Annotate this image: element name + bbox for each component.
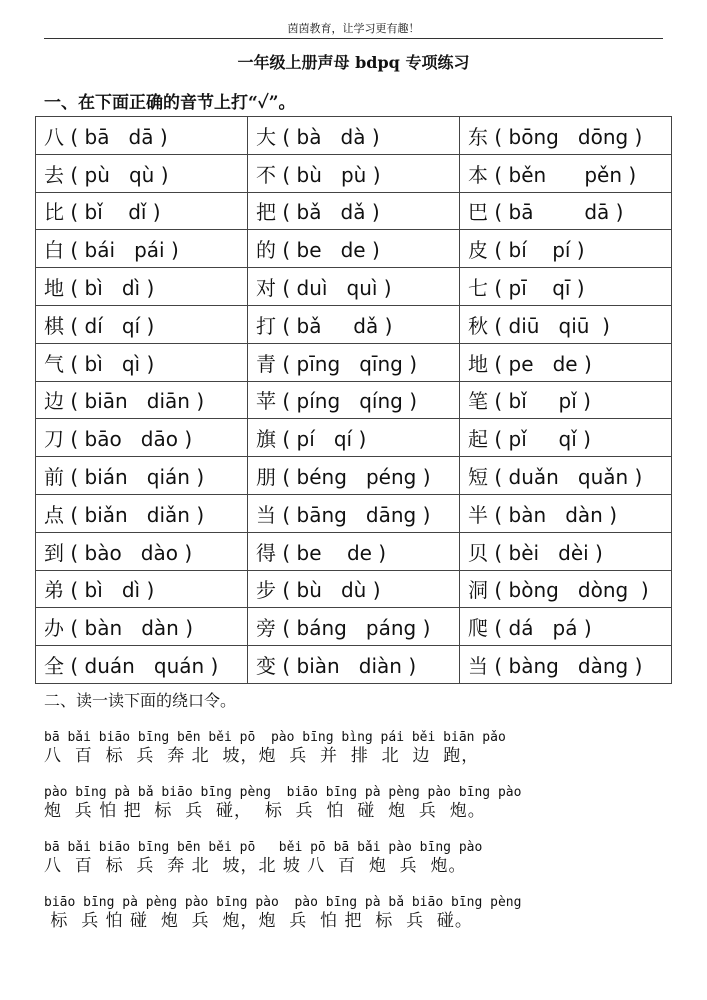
- choice-cell[interactable]: 前 ( bián qián ): [36, 457, 248, 495]
- choice-cell[interactable]: 办 ( bàn dàn ): [36, 608, 248, 646]
- header-divider: [44, 38, 663, 39]
- choice-cell[interactable]: 爬 ( dá pá ): [460, 608, 672, 646]
- choice-cell[interactable]: 巴 ( bā dā ): [460, 192, 672, 230]
- table-row: [36, 154, 672, 192]
- choice-cell[interactable]: 步 ( bù dù ): [248, 570, 460, 608]
- choice-cell[interactable]: 对 ( duì quì ): [248, 268, 460, 306]
- choice-cell[interactable]: 秋 ( diū qiū ): [460, 305, 672, 343]
- choice-cell[interactable]: 大 ( bà dà ): [248, 117, 460, 155]
- choice-cell[interactable]: 地 ( bì dì ): [36, 268, 248, 306]
- tongue-twister-line: [44, 730, 506, 766]
- choice-cell[interactable]: 短 ( duǎn quǎn ): [460, 457, 672, 495]
- tongue-twister-line: [44, 840, 482, 876]
- table-row: [36, 343, 672, 381]
- choice-cell[interactable]: 东 ( bōng dōng ): [460, 117, 672, 155]
- hanzi-line: 标 兵 怕 碰 炮 兵 炮，炮 兵 怕 把 标 兵 碰。: [44, 911, 473, 931]
- choice-cell[interactable]: 七 ( pī qī ): [460, 268, 672, 306]
- choice-cell[interactable]: 去 ( pù qù ): [36, 154, 248, 192]
- table-row: [36, 532, 672, 570]
- choice-cell[interactable]: 地 ( pe de ): [460, 343, 672, 381]
- section2-heading: 二、读一读下面的绕口令。: [44, 691, 237, 710]
- choice-cell[interactable]: 旗 ( pí qí ): [248, 419, 460, 457]
- choice-cell[interactable]: 本 ( běn pěn ): [460, 154, 672, 192]
- pinyin-line: pào bīng pà bǎ biāo bīng pèng biāo bīng pà pèng pào bīng pào: [44, 785, 522, 800]
- choice-cell[interactable]: 到 ( bào dào ): [36, 532, 248, 570]
- choice-cell[interactable]: 打 ( bǎ dǎ ): [248, 305, 460, 343]
- choice-cell[interactable]: 当 ( bāng dāng ): [248, 494, 460, 532]
- hanzi-line: 炮 兵 怕 把 标 兵 碰， 标 兵 怕 碰 炮 兵 炮。: [44, 801, 486, 821]
- section1-heading: 一、在下面正确的音节上打“✓”。: [44, 93, 296, 113]
- choice-cell[interactable]: 半 ( bàn dàn ): [460, 494, 672, 532]
- choice-cell[interactable]: 全 ( duán quán ): [36, 646, 248, 684]
- choice-cell[interactable]: 起 ( pǐ qǐ ): [460, 419, 672, 457]
- choice-cell[interactable]: 棋 ( dí qí ): [36, 305, 248, 343]
- choice-cell[interactable]: 当 ( bàng dàng ): [460, 646, 672, 684]
- worksheet-title: 一年级上册声母 bdpq 专项练习: [237, 53, 470, 72]
- choice-cell[interactable]: 洞 ( bòng dòng ): [460, 570, 672, 608]
- choice-cell[interactable]: 不 ( bù pù ): [248, 154, 460, 192]
- table-row: [36, 117, 672, 155]
- choice-cell[interactable]: 八 ( bā dā ): [36, 117, 248, 155]
- choice-cell[interactable]: 得 ( be de ): [248, 532, 460, 570]
- pinyin-line: biāo bīng pà pèng pào bīng pào pào bīng pà bǎ biāo bīng pèng: [44, 895, 522, 910]
- choice-cell[interactable]: 把 ( bǎ dǎ ): [248, 192, 460, 230]
- choice-cell[interactable]: 弟 ( bì dì ): [36, 570, 248, 608]
- choice-cell[interactable]: 边 ( biān diān ): [36, 381, 248, 419]
- choice-cell[interactable]: 点 ( biǎn diǎn ): [36, 494, 248, 532]
- pinyin-line: bā bǎi biāo bīng bēn běi pō pào bīng bìng pái běi biān pǎo: [44, 730, 506, 745]
- choice-cell[interactable]: 变 ( biàn diàn ): [248, 646, 460, 684]
- choice-cell[interactable]: 贝 ( bèi dèi ): [460, 532, 672, 570]
- choice-cell[interactable]: 白 ( bái pái ): [36, 230, 248, 268]
- tongue-twister-line: [44, 785, 521, 821]
- hanzi-line: 八 百 标 兵 奔 北 坡，炮 兵 并 排 北 边 跑，: [44, 746, 480, 766]
- choice-cell[interactable]: 苹 ( píng qíng ): [248, 381, 460, 419]
- choice-cell[interactable]: 青 ( pīng qīng ): [248, 343, 460, 381]
- table-row: [36, 305, 672, 343]
- pinyin-line: bā bǎi biāo bīng bēn běi pō běi pō bā bǎi pào bīng pào: [44, 840, 483, 855]
- pinyin-choice-table: [35, 116, 672, 684]
- tongue-twister-line: [44, 895, 521, 931]
- choice-cell[interactable]: 朋 ( béng péng ): [248, 457, 460, 495]
- table-row: [36, 230, 672, 268]
- table-row: [36, 268, 672, 306]
- table-row: [36, 457, 672, 495]
- header-note: 茵茵教育，让学习更有趣！: [287, 22, 420, 35]
- table-row: [36, 381, 672, 419]
- table-row: [36, 419, 672, 457]
- choice-cell[interactable]: 比 ( bǐ dǐ ): [36, 192, 248, 230]
- table-row: [36, 646, 672, 684]
- table-row: [36, 570, 672, 608]
- choice-cell[interactable]: 刀 ( bāo dāo ): [36, 419, 248, 457]
- table-row: [36, 192, 672, 230]
- table-row: [36, 608, 672, 646]
- choice-cell[interactable]: 皮 ( bí pí ): [460, 230, 672, 268]
- hanzi-line: 八 百 标 兵 奔 北 坡，北 坡 八 百 炮 兵 炮。: [44, 856, 467, 876]
- choice-cell[interactable]: 的 ( be de ): [248, 230, 460, 268]
- choice-cell[interactable]: 笔 ( bǐ pǐ ): [460, 381, 672, 419]
- choice-cell[interactable]: 气 ( bì qì ): [36, 343, 248, 381]
- choice-cell[interactable]: 旁 ( báng páng ): [248, 608, 460, 646]
- table-row: [36, 494, 672, 532]
